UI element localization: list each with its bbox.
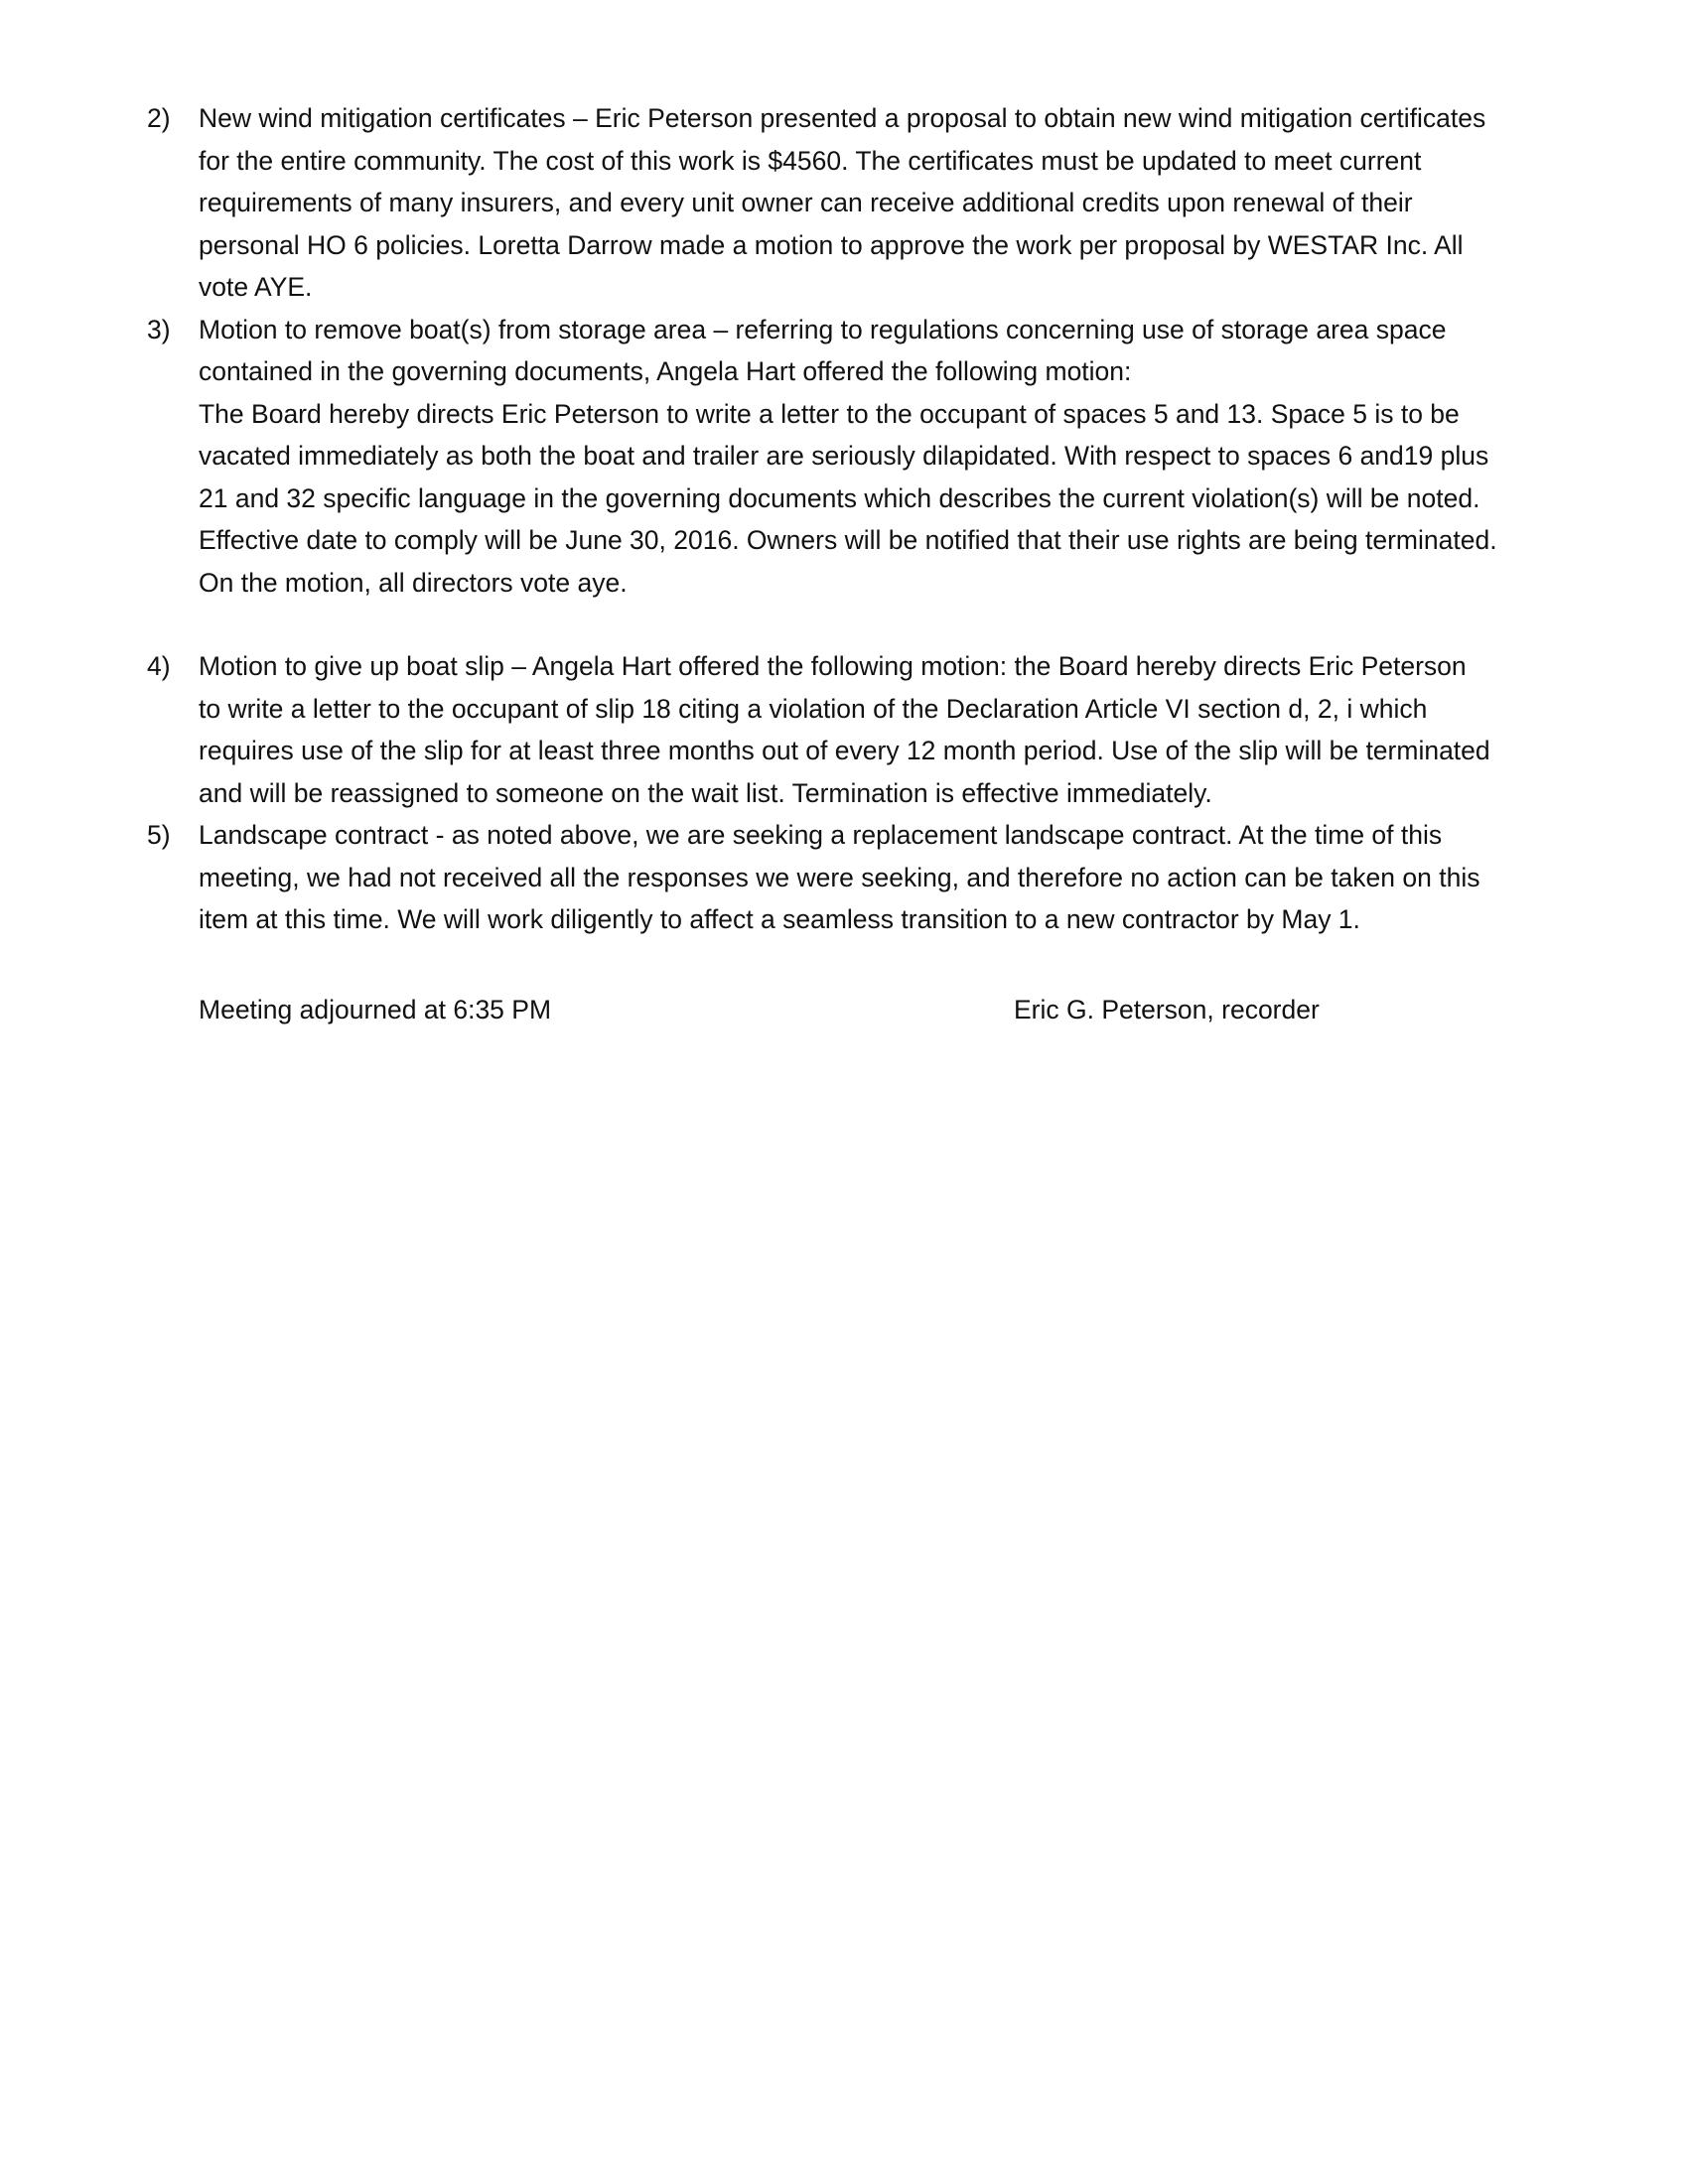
text-line: Effective date to comply will be June 30, 2016. Owners will be notified that their use rights are being terminated. (199, 525, 1497, 555)
text-line: Motion to remove boat(s) from storage area – referring to regulations concerning use of storage area space (199, 314, 1447, 344)
item-text (199, 814, 1587, 941)
text-line: item at this time. We will work diligently to affect a seamless transition to a new contractor by May 1. (199, 904, 1360, 934)
text-line: personal HO 6 policies. Loretta Darrow made a motion to approve the work per proposal by WESTAR Inc. All (199, 229, 1464, 260)
item-number: 5) (147, 820, 171, 850)
item-text (199, 309, 1587, 605)
item-number: 4) (147, 651, 171, 681)
item-number: 3) (147, 314, 171, 344)
text-line: requires use of the slip for at least three months out of every 12 month period. Use of the slip will be terminated (199, 736, 1490, 765)
adjourned-note: Meeting adjourned at 6:35 PM (199, 995, 552, 1024)
minutes-footer (199, 989, 1587, 1032)
text-line: Landscape contract - as noted above, we are seeking a replacement landscape contract. At the time of this (199, 820, 1443, 850)
item-number: 2) (147, 103, 171, 133)
text-line: to write a letter to the occupant of slip 18 citing a violation of the Declaration Article VI section d, 2, i which (199, 693, 1428, 724)
text-line: On the motion, all directors vote aye. (199, 567, 628, 598)
minutes-item-2 (147, 97, 1587, 309)
text-line: 21 and 32 specific language in the governing documents which describes the current violation(s) will be noted. (199, 482, 1480, 513)
minutes-item-5 (147, 814, 1587, 941)
text-line: requirements of many insurers, and every unit owner can receive additional credits upon renewal of their (199, 188, 1413, 217)
text-line: The Board hereby directs Eric Peterson to write a letter to the occupant of spaces 5 and 13. Space 5 is to be (199, 398, 1460, 429)
minutes-item-3 (147, 309, 1587, 605)
text-line: meeting, we had not received all the responses we were seeking, and therefore no action can be taken on this (199, 862, 1480, 892)
text-line: New wind mitigation certificates – Eric Peterson presented a proposal to obtain new wind mitigation certificates (199, 103, 1486, 133)
text-line: contained in the governing documents, Angela Hart offered the following motion: (199, 356, 1132, 386)
text-line: vacated immediately as both the boat and trailer are seriously dilapidated. With respect to spaces 6 and19 plus (199, 441, 1489, 471)
text-line: and will be reassigned to someone on the wait list. Termination is effective immediately. (199, 777, 1212, 808)
minutes-item-4 (147, 645, 1587, 814)
text-line: vote AYE. (199, 272, 313, 302)
minutes-item-list (147, 97, 1587, 941)
item-text (199, 645, 1587, 814)
text-line: for the entire community. The cost of this work is $4560. The certificates must be updated to meet current (199, 145, 1422, 176)
recorder-signature: Eric G. Peterson, recorder (1014, 995, 1320, 1024)
item-text (199, 97, 1587, 309)
text-line: Motion to give up boat slip – Angela Hart offered the following motion: the Board hereby directs Eric Peterson (199, 651, 1467, 681)
